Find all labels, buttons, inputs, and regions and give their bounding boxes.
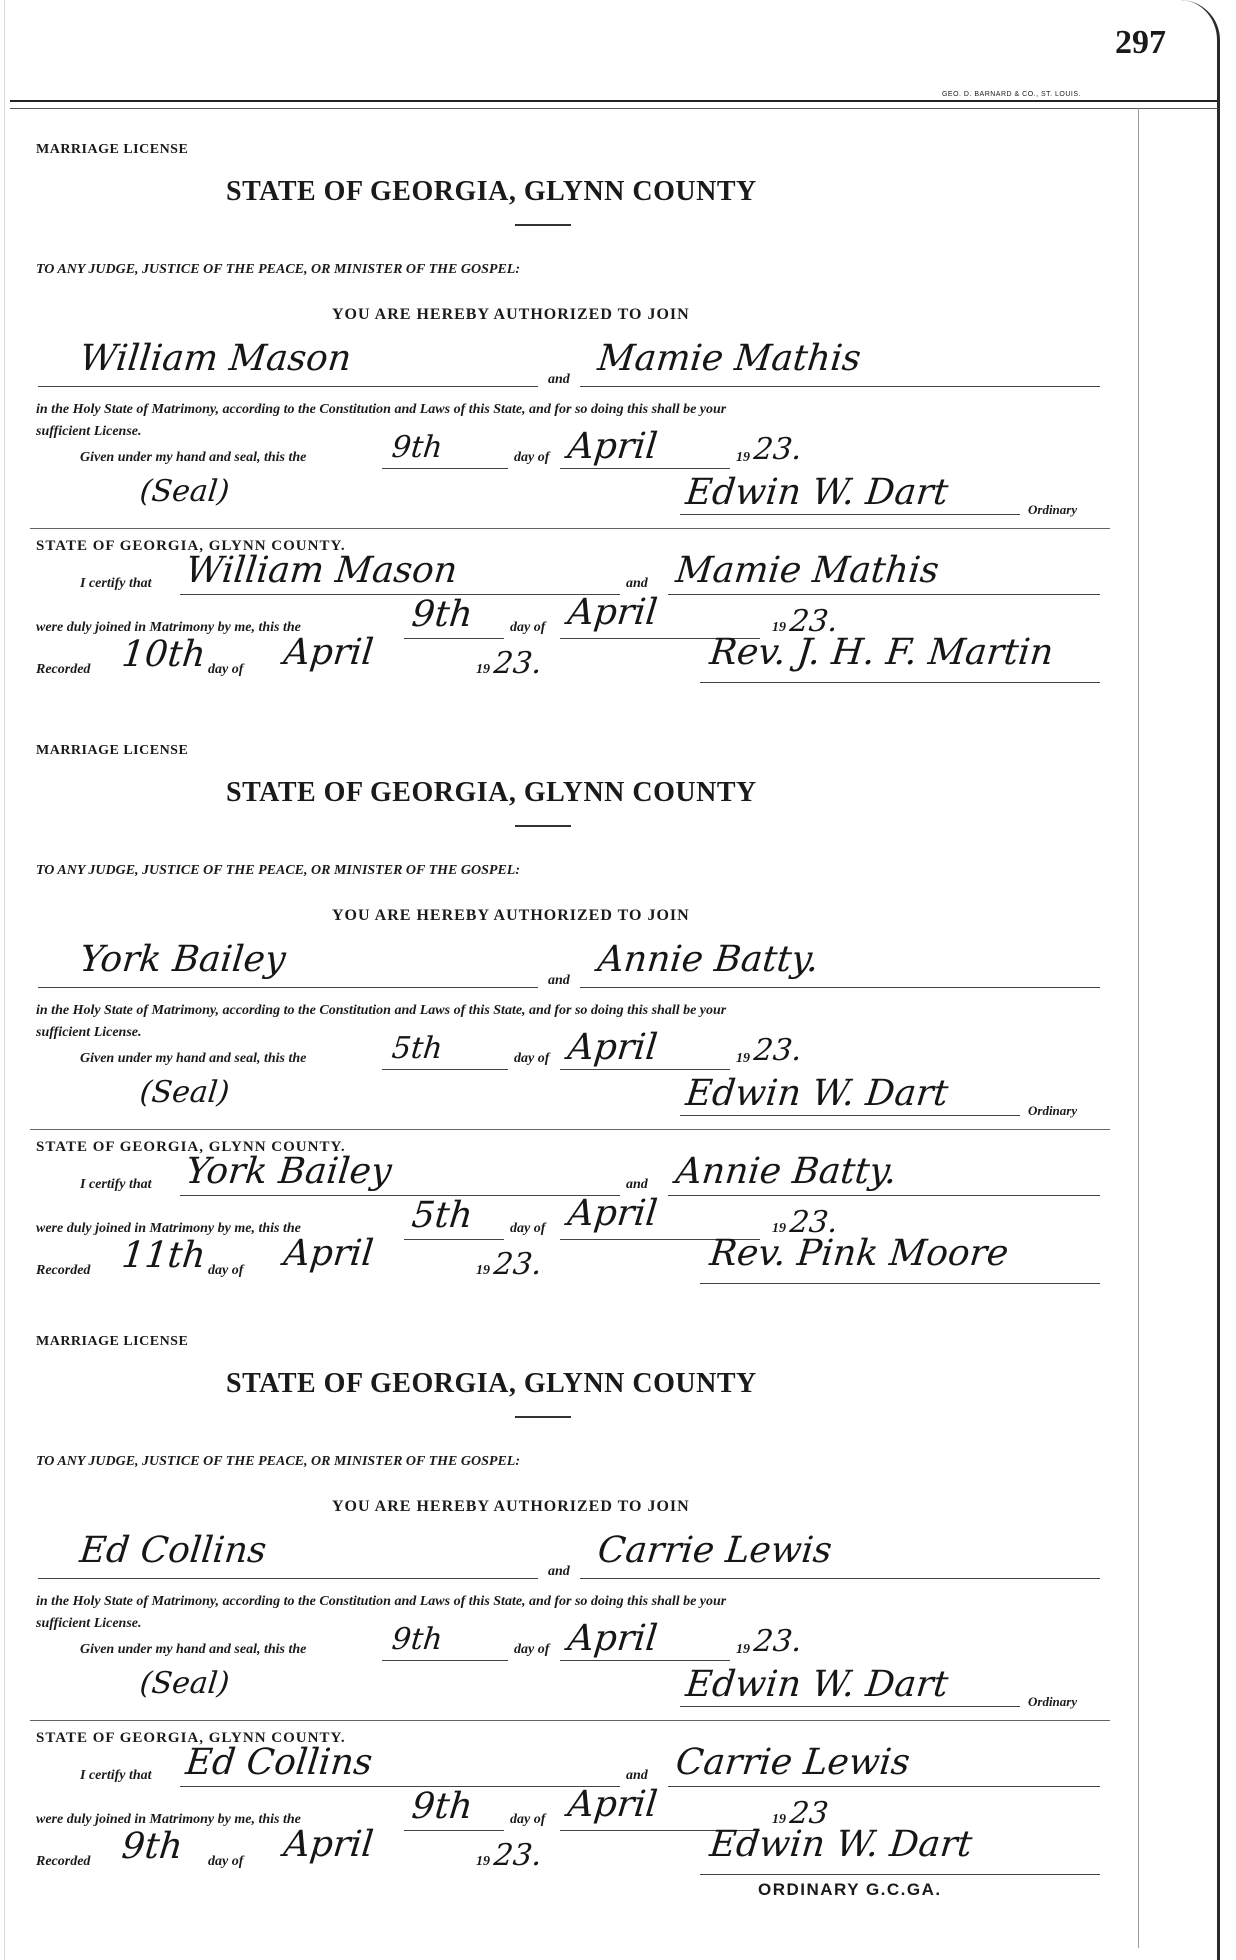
matrimony-text: in the Holy State of Matrimony, according to the Constitution and Laws of this State, and for so doing this shall be your: [36, 1003, 727, 1018]
form-title: STATE OF GEORGIA, GLYNN COUNTY: [226, 176, 757, 207]
groom-underline: [38, 1578, 538, 1579]
day-underline: [382, 1660, 508, 1661]
recorded-month: April: [281, 1824, 376, 1865]
seal-mark: (Seal): [138, 474, 232, 509]
bride2-underline: [668, 594, 1100, 595]
married-year: 23: [788, 1796, 831, 1831]
day-of-label: day of: [514, 1642, 550, 1657]
form-title: STATE OF GEORGIA, GLYNN COUNTY: [226, 777, 757, 808]
year-prefix-recorded: 19: [476, 1854, 490, 1869]
given-under-text: Given under my hand and seal, this the: [80, 1051, 307, 1066]
year-prefix-certify: 19: [772, 1812, 786, 1827]
married-day: 9th: [409, 1786, 475, 1827]
header-rule-secondary: [10, 108, 1218, 109]
ordinary-signature: Edwin W. Dart: [683, 1664, 951, 1705]
state-line: STATE OF GEORGIA, GLYNN COUNTY.: [36, 538, 346, 554]
page-number: 297: [1115, 24, 1166, 61]
recorded-label: Recorded: [36, 1854, 91, 1869]
marriage-license-label: MARRIAGE LICENSE: [36, 743, 189, 758]
license-month: April: [565, 1618, 660, 1659]
month-underline: [560, 1660, 730, 1661]
address-line: TO ANY JUDGE, JUSTICE OF THE PEACE, OR MINISTER OF THE GOSPEL:: [36, 262, 520, 277]
state-line: STATE OF GEORGIA, GLYNN COUNTY.: [36, 1139, 346, 1155]
license-entry: [0, 110, 1236, 710]
month-underline: [560, 468, 730, 469]
title-rule: [515, 224, 571, 226]
year-prefix: 19: [736, 1051, 750, 1066]
year-prefix: 19: [736, 450, 750, 465]
bride-underline: [580, 386, 1100, 387]
duly-joined-label: were duly joined in Matrimony by me, this the: [36, 620, 301, 635]
and-label: and: [548, 973, 570, 988]
bride-underline: [580, 1578, 1100, 1579]
recorded-label: Recorded: [36, 662, 91, 677]
license-day: 5th: [390, 1031, 445, 1066]
ordinary-label: Ordinary: [1028, 1103, 1078, 1118]
bride-underline: [580, 987, 1100, 988]
duly-joined-label: were duly joined in Matrimony by me, this the: [36, 1812, 301, 1827]
ordinary-stamp: ORDINARY G.C.GA.: [758, 1880, 942, 1899]
groom-name: York Bailey: [77, 939, 288, 980]
and-label: and: [548, 372, 570, 387]
license-month: April: [565, 1027, 660, 1068]
sufficient-license-text: sufficient License.: [36, 1025, 142, 1040]
month-underline: [560, 1069, 730, 1070]
signature-underline: [680, 1115, 1020, 1116]
groom-name-certify: York Bailey: [183, 1151, 394, 1192]
ordinary-label: Ordinary: [1028, 502, 1078, 517]
section-separator: [30, 528, 1110, 529]
day-of-label: day of: [514, 1051, 550, 1066]
groom-name-certify: William Mason: [183, 550, 460, 591]
day-of-label-certify: day of: [510, 1812, 546, 1827]
authorized-line: YOU ARE HEREBY AUTHORIZED TO JOIN: [332, 1498, 690, 1515]
recorded-year: 23.: [492, 646, 544, 681]
groom2-underline: [180, 1786, 620, 1787]
married-day: 5th: [409, 1195, 475, 1236]
recorded-day: 11th: [119, 1235, 208, 1276]
day-of-label-recorded: day of: [208, 1263, 244, 1278]
married-day-underline: [404, 1830, 504, 1831]
recorded-year: 23.: [492, 1838, 544, 1873]
and-label-certify: and: [626, 576, 648, 591]
groom2-underline: [180, 594, 620, 595]
i-certify-label: I certify that: [80, 1768, 152, 1783]
title-rule: [515, 825, 571, 827]
day-underline: [382, 468, 508, 469]
ordinary-label: Ordinary: [1028, 1694, 1078, 1709]
signature-underline: [680, 1706, 1020, 1707]
married-day-underline: [404, 1239, 504, 1240]
year-prefix: 19: [736, 1642, 750, 1657]
officiant-signature: Rev. J. H. F. Martin: [707, 632, 1056, 673]
marriage-license-label: MARRIAGE LICENSE: [36, 1334, 189, 1349]
license-day: 9th: [390, 1622, 445, 1657]
sufficient-license-text: sufficient License.: [36, 1616, 142, 1631]
state-line: STATE OF GEORGIA, GLYNN COUNTY.: [36, 1730, 346, 1746]
sufficient-license-text: sufficient License.: [36, 424, 142, 439]
officiant-signature: Edwin W. Dart: [707, 1824, 975, 1865]
year-prefix-certify: 19: [772, 1221, 786, 1236]
address-line: TO ANY JUDGE, JUSTICE OF THE PEACE, OR MINISTER OF THE GOSPEL:: [36, 863, 520, 878]
day-of-label-recorded: day of: [208, 1854, 244, 1869]
authorized-line: YOU ARE HEREBY AUTHORIZED TO JOIN: [332, 306, 690, 323]
section-separator: [30, 1129, 1110, 1130]
bride-name-certify: Mamie Mathis: [673, 550, 941, 591]
matrimony-text: in the Holy State of Matrimony, according to the Constitution and Laws of this State, and for so doing this shall be your: [36, 1594, 727, 1609]
address-line: TO ANY JUDGE, JUSTICE OF THE PEACE, OR MINISTER OF THE GOSPEL:: [36, 1454, 520, 1469]
recorded-label: Recorded: [36, 1263, 91, 1278]
bride-name-certify: Annie Batty.: [673, 1151, 899, 1192]
license-year: 23.: [752, 432, 804, 467]
recorded-day: 10th: [119, 634, 208, 675]
day-of-label: day of: [514, 450, 550, 465]
married-month: April: [565, 1193, 660, 1234]
groom-name: William Mason: [77, 338, 354, 379]
marriage-license-label: MARRIAGE LICENSE: [36, 142, 189, 157]
bride2-underline: [668, 1786, 1100, 1787]
seal-mark: (Seal): [138, 1075, 232, 1110]
bride-name: Annie Batty.: [595, 939, 821, 980]
i-certify-label: I certify that: [80, 576, 152, 591]
recorded-day: 9th: [119, 1826, 185, 1867]
and-label-certify: and: [626, 1768, 648, 1783]
recorded-year: 23.: [492, 1247, 544, 1282]
groom-underline: [38, 987, 538, 988]
groom-name: Ed Collins: [77, 1530, 269, 1571]
given-under-text: Given under my hand and seal, this the: [80, 450, 307, 465]
and-label-certify: and: [626, 1177, 648, 1192]
married-day-underline: [404, 638, 504, 639]
bride-name-certify: Carrie Lewis: [673, 1742, 912, 1783]
recorded-month: April: [281, 632, 376, 673]
i-certify-label: I certify that: [80, 1177, 152, 1192]
given-under-text: Given under my hand and seal, this the: [80, 1642, 307, 1657]
matrimony-text: in the Holy State of Matrimony, according to the Constitution and Laws of this State, and for so doing this shall be your: [36, 402, 727, 417]
day-of-label-certify: day of: [510, 620, 546, 635]
duly-joined-label: were duly joined in Matrimony by me, this the: [36, 1221, 301, 1236]
title-rule: [515, 1416, 571, 1418]
seal-mark: (Seal): [138, 1666, 232, 1701]
ordinary-signature: Edwin W. Dart: [683, 472, 951, 513]
license-month: April: [565, 426, 660, 467]
bride-name: Mamie Mathis: [595, 338, 863, 379]
printer-imprint: GEO. D. BARNARD & CO., ST. LOUIS.: [941, 91, 1081, 98]
and-label: and: [548, 1564, 570, 1579]
day-underline: [382, 1069, 508, 1070]
section-separator: [30, 1720, 1110, 1721]
license-day: 9th: [390, 430, 445, 465]
year-prefix-recorded: 19: [476, 662, 490, 677]
license-entry: [0, 711, 1236, 1311]
married-month: April: [565, 592, 660, 633]
married-year: 23.: [788, 1205, 840, 1240]
bride2-underline: [668, 1195, 1100, 1196]
ordinary-signature: Edwin W. Dart: [683, 1073, 951, 1114]
day-of-label-certify: day of: [510, 1221, 546, 1236]
license-year: 23.: [752, 1033, 804, 1068]
signature-underline: [680, 514, 1020, 515]
married-day: 9th: [409, 594, 475, 635]
day-of-label-recorded: day of: [208, 662, 244, 677]
officiant-underline: [700, 1283, 1100, 1284]
married-month: April: [565, 1784, 660, 1825]
groom-name-certify: Ed Collins: [183, 1742, 375, 1783]
bride-name: Carrie Lewis: [595, 1530, 834, 1571]
groom2-underline: [180, 1195, 620, 1196]
form-title: STATE OF GEORGIA, GLYNN COUNTY: [226, 1368, 757, 1399]
married-year: 23.: [788, 604, 840, 639]
year-prefix-recorded: 19: [476, 1263, 490, 1278]
officiant-underline: [700, 682, 1100, 683]
header-rule: [10, 100, 1218, 102]
license-year: 23.: [752, 1624, 804, 1659]
recorded-month: April: [281, 1233, 376, 1274]
year-prefix-certify: 19: [772, 620, 786, 635]
groom-underline: [38, 386, 538, 387]
authorized-line: YOU ARE HEREBY AUTHORIZED TO JOIN: [332, 907, 690, 924]
officiant-underline: [700, 1874, 1100, 1875]
officiant-signature: Rev. Pink Moore: [707, 1233, 1011, 1274]
license-entry: [0, 1302, 1236, 1902]
